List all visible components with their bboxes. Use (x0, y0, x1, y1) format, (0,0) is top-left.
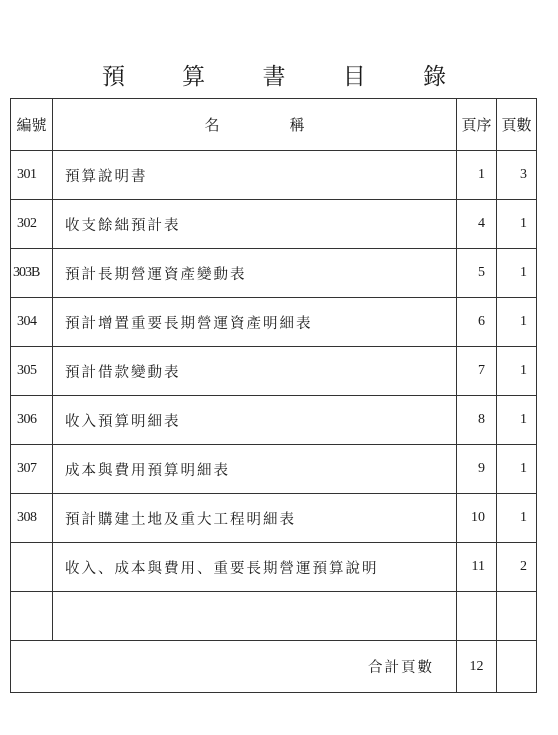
row-page-order: 1 (457, 151, 497, 200)
row-page-count: 3 (497, 151, 537, 200)
table-row (11, 543, 537, 592)
header-row (11, 99, 537, 151)
row-page-count: 1 (497, 396, 537, 445)
row-code: 304 (11, 298, 53, 347)
row-name: 成本與費用預算明細表 (53, 445, 457, 494)
header-name-part1: 名 (204, 116, 220, 134)
row-name: 預計增置重要長期營運資產明細表 (53, 298, 457, 347)
row-page-order (457, 592, 497, 641)
table-row (11, 249, 537, 298)
row-code: 302 (11, 200, 53, 249)
row-page-order: 7 (457, 347, 497, 396)
row-page-order: 5 (457, 249, 497, 298)
row-code: 301 (11, 151, 53, 200)
row-page-count: 1 (497, 249, 537, 298)
table-row (11, 200, 537, 249)
row-name: 預計借款變動表 (53, 347, 457, 396)
row-code: 307 (11, 445, 53, 494)
row-page-order: 4 (457, 200, 497, 249)
row-name: 收入、成本與費用、重要長期營運預算說明 (53, 543, 457, 592)
row-page-count: 2 (497, 543, 537, 592)
header-name (53, 99, 457, 151)
row-page-order: 6 (457, 298, 497, 347)
table-row (11, 494, 537, 543)
row-page-order: 8 (457, 396, 497, 445)
table-row (11, 298, 537, 347)
row-name: 收支餘絀預計表 (53, 200, 457, 249)
row-page-count: 1 (497, 298, 537, 347)
row-code: 306 (11, 396, 53, 445)
row-name: 收入預算明細表 (53, 396, 457, 445)
row-page-count: 1 (497, 494, 537, 543)
total-count (497, 641, 537, 693)
total-row (11, 641, 537, 693)
row-name: 預計購建土地及重大工程明細表 (53, 494, 457, 543)
row-code: 303B (11, 249, 53, 298)
table-row (11, 445, 537, 494)
row-page-count (497, 592, 537, 641)
table-row (11, 347, 537, 396)
row-code: 308 (11, 494, 53, 543)
row-code (11, 543, 53, 592)
row-name (53, 592, 457, 641)
row-name: 預計長期營運資產變動表 (53, 249, 457, 298)
toc-table (10, 98, 537, 693)
header-code: 編號 (11, 99, 53, 151)
row-page-count: 1 (497, 445, 537, 494)
total-label: 合計頁數 (11, 641, 457, 693)
row-code: 305 (11, 347, 53, 396)
table-row (11, 151, 537, 200)
row-page-count: 1 (497, 347, 537, 396)
header-name-part2: 稱 (289, 116, 305, 134)
row-page-order: 11 (457, 543, 497, 592)
row-page-order: 10 (457, 494, 497, 543)
table-row (11, 592, 537, 641)
row-code (11, 592, 53, 641)
row-page-count: 1 (497, 200, 537, 249)
total-value: 12 (457, 641, 497, 693)
header-page-count: 頁數 (497, 99, 537, 151)
header-page-order: 頁序 (457, 99, 497, 151)
row-page-order: 9 (457, 445, 497, 494)
page-title: 預 算 書 目 錄 (101, 64, 472, 90)
table-row (11, 396, 537, 445)
row-name: 預算說明書 (53, 151, 457, 200)
